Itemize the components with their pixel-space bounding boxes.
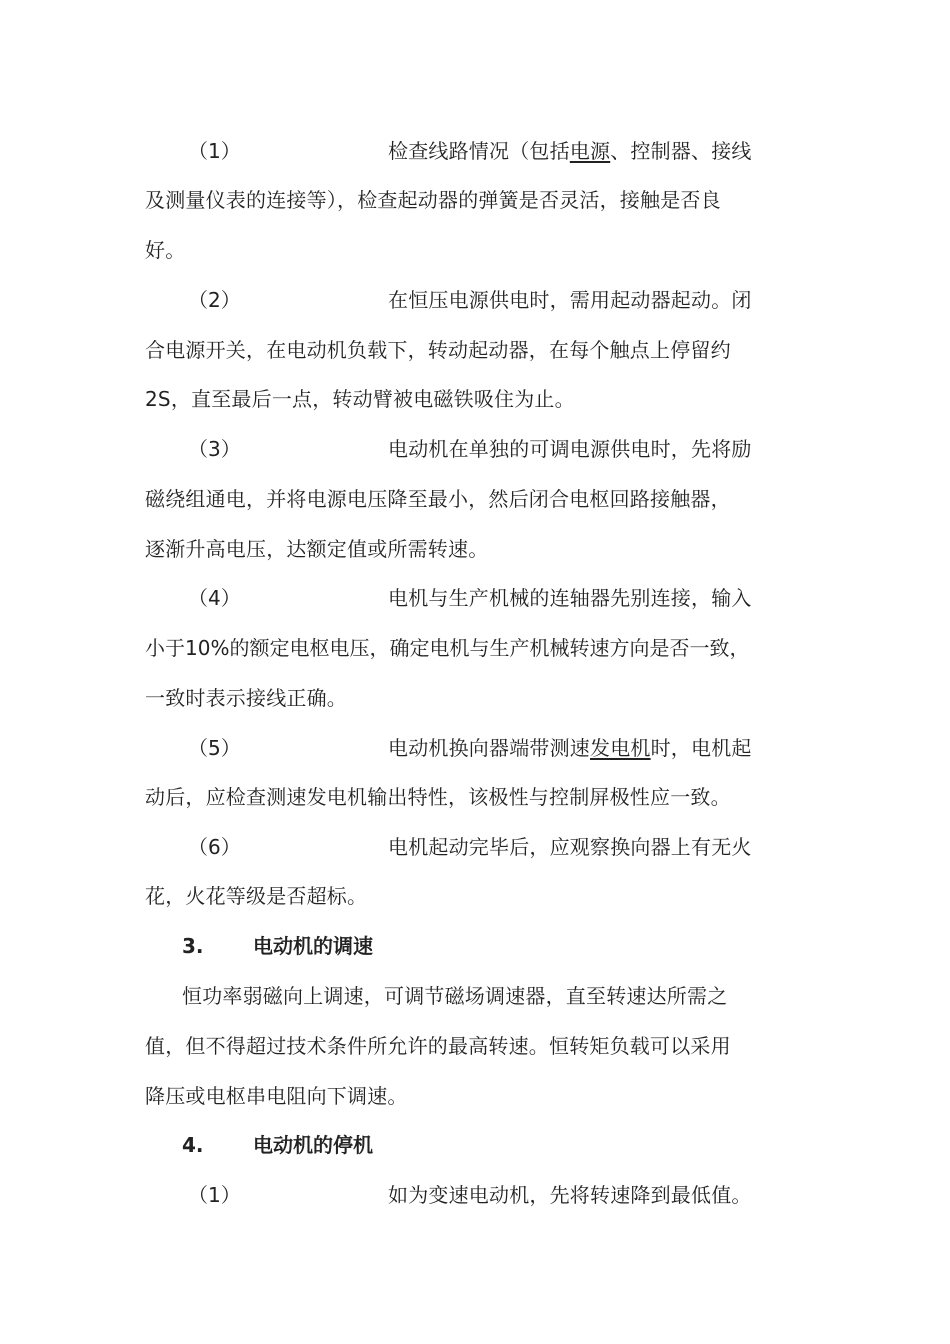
item-6-line-2: 花，火花等级是否超标。: [145, 884, 368, 908]
item-1-number: （1）: [188, 139, 241, 163]
item-1-line-2: 及测量仪表的连接等），检查起动器的弹簧是否灵活，接触是否良: [145, 188, 721, 212]
section-4-heading: 电动机的停机: [253, 1133, 373, 1157]
item-1-first-line: 检查线路情况（包括电源、控制器、接线: [388, 139, 752, 163]
link-power-source[interactable]: 电源: [569, 139, 611, 163]
item-3-number: （3）: [188, 437, 241, 461]
item-5-first-line: 电动机换向器端带测速发电机时，电机起: [388, 736, 752, 760]
item-6-number: （6）: [188, 835, 241, 859]
item-4-number: （4）: [188, 586, 241, 610]
item-6-first-line: 电机起动完毕后，应观察换向器上有无火: [388, 835, 752, 859]
section-4-item-1-number: （1）: [188, 1183, 241, 1207]
item-3-line-2: 磁绕组通电，并将电源电压降至最小，然后闭合电枢回路接触器，: [145, 487, 731, 511]
item-4-line-2: 小于10%的额定电枢电压，确定电机与生产机械转速方向是否一致，: [145, 636, 750, 660]
section-3-para-line-3: 降压或电枢串电阻向下调速。: [145, 1084, 408, 1108]
item-2-line-2: 合电源开关，在电动机负载下，转动起动器，在每个触点上停留约: [145, 338, 731, 362]
section-3-para-line-2: 值，但不得超过技术条件所允许的最高转速。恒转矩负载可以采用: [145, 1034, 731, 1058]
section-3-number: 3.: [182, 934, 204, 958]
item-3-first-line: 电动机在单独的可调电源供电时，先将励: [388, 437, 752, 461]
link-generator[interactable]: 发电机: [590, 736, 651, 760]
section-3-heading: 电动机的调速: [253, 934, 373, 958]
item-5-number: （5）: [188, 736, 241, 760]
item-3-line-3: 逐渐升高电压，达额定值或所需转速。: [145, 537, 489, 561]
section-3-para-line-1: 恒功率弱磁向上调速，可调节磁场调速器，直至转速达所需之: [182, 984, 728, 1008]
item-2-first-line: 在恒压电源供电时，需用起动器起动。闭: [388, 288, 752, 312]
item-2-number: （2）: [188, 288, 241, 312]
section-4-number: 4.: [182, 1133, 204, 1157]
item-5-line-2: 动后，应检查测速发电机输出特性，该极性与控制屏极性应一致。: [145, 785, 731, 809]
item-2-line-3: 2S，直至最后一点，转动臂被电磁铁吸住为止。: [145, 387, 575, 411]
section-4-item-1-text: 如为变速电动机，先将转速降到最低值。: [388, 1183, 752, 1207]
item-4-line-3: 一致时表示接线正确。: [145, 686, 347, 710]
item-4-first-line: 电机与生产机械的连轴器先别连接，输入: [388, 586, 752, 610]
item-1-line-3: 好。: [145, 238, 186, 262]
